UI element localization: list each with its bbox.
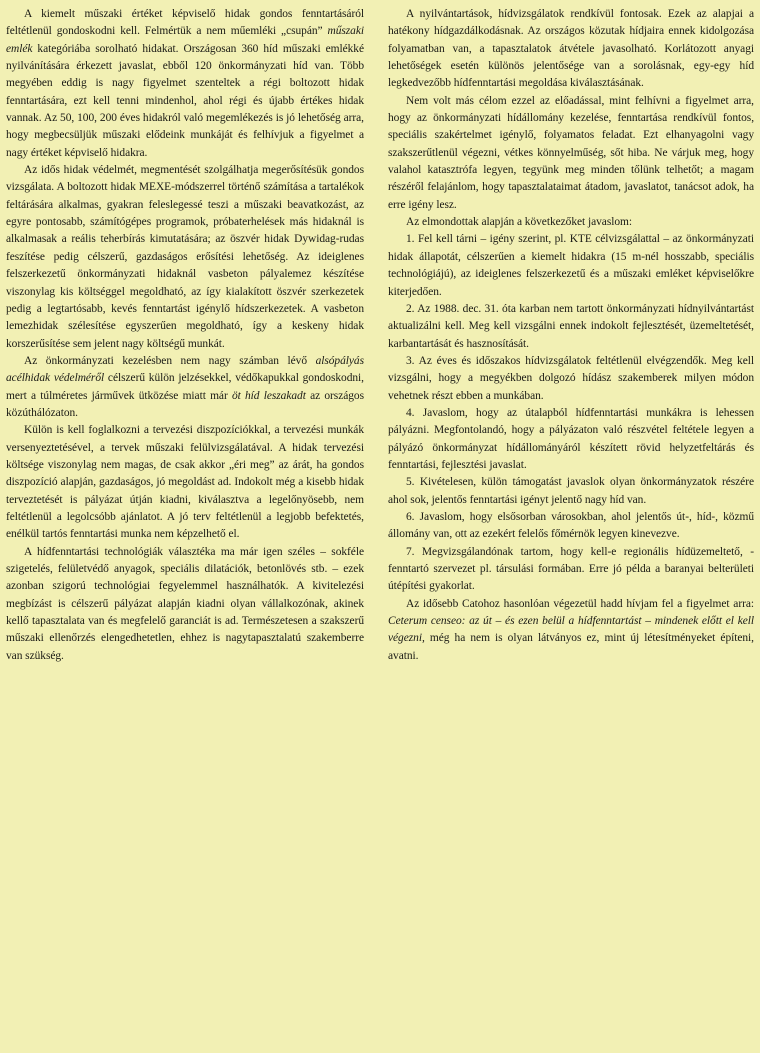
text-run: kategóriába sorolható hidakat. Országosan 360 híd műszaki emlékké nyilvánítására érkezett javaslat, ebből 120 önkormányzati híd van. Több megyében eddig is nagy figyelmet szenteltek a régi boltozott hidak fenntartására, ezt kell tenni mindenhol, ahol régi és újabb értékes hidak vannak. Az 50, 100, 200 éves hidakról való megemlékezés is jó lehetőség arra, hogy megbecsüljük műszaki elődeink munkáját és felhívjuk a figyelmet a nagy értéket képviselő hidakra. xyxy=(6,42,364,159)
paragraph: Az elmondottak alapján a következőket javaslom: xyxy=(406,216,633,229)
paragraph xyxy=(6,6,364,162)
paragraph: Külön is kell foglalkozni a tervezési diszpozíciókkal, a tervezési munkák versenyeztetésével, a tervek műszaki felülvizsgálatával. A hidak tervezési költsége viszonylag nem magas, de csak akkor „éri meg” az árát, ha gondos diszpozíció alapján, gazdaságos, jó megoldást ad. Indokolt még a kisebb hidak terveztetését is pályázat útján kiadni, kiválasztva a legelőnyösebb, nem feltétlenül a legolcsóbb ajánlatot. A jó terv feltétlenül a legjobb befektetés, enélkül tartós fenntartási munka nem képzelhető el. xyxy=(6,424,364,541)
paragraph: A nyilvántartások, hídvizsgálatok rendkívül fontosak. Ezek az alapjai a hatékony hídgazdálkodásnak. Az országos közutak hídjaira ennek kidolgozása folyamatban van, a tapasztalatok átvétele javasolható. Korlátozott anyagi lehetőségek esetén különös jelentősége van a sorolásnak, egy-egy híd legkedvezőbb hídfenntartási megoldása kiválasztásának. xyxy=(388,8,754,90)
left-column xyxy=(6,6,364,665)
paragraph: A hídfenntartási technológiák választéka ma már igen széles – sokféle szigetelés, felületvédő anyagok, speciális dilatációk, betonlövés stb. – ezek azonban szigorú technológiai fegyelemmel használhatók. A kivitelezési megbízást is célszerű pályázat alapján kiadni olyan vállalkozónak, akinek kellő tapasztalata van és megfelelő garanciát is ad. Természetesen a szakszerű műszaki ellenőrzés elengedhetetlen, ehhez is nagytapasztalatú szakemberre van szükség. xyxy=(6,545,364,662)
proposal-item: 4. Javaslom, hogy az útalapból hídfenntartási munkákra is lehessen pályázni. Megfontolandó, hogy a pályázaton való részvétel feltétele legyen a pályázó önkormányzat hídállományáról készített rövid helyzetfeltárás és fenntartási, fejlesztési javaslat. xyxy=(388,406,754,471)
right-column xyxy=(388,6,754,665)
proposal-item: 2. Az 1988. dec. 31. óta karban nem tartott önkormányzati hídnyilvántartást aktualizálni kell. Meg kell vizsgálni ennek indokolt fejlesztését, üzemeltetését, karbantartását és hasznosítását. xyxy=(388,302,754,350)
proposal-item: 6. Javaslom, hogy elsősorban városokban, ahol jelentős út-, híd-, közmű állomány van, ott az ezekért felelős főmérnök legyen kinevezve. xyxy=(388,510,754,541)
paragraph: Nem volt más célom ezzel az előadással, mint felhívni a figyelmet arra, hogy az önkormányzati hídállomány kezelése, fenntartása rendkívül fontos, speciális szakértelmet igénylő, folyamatos feladat. Ezt elhanyagolni vagy szakszerűtlenül végezni, vétkes könnyelműség, sőt hiba. Ne várjuk meg, hogy valahol katasztrófa legyen, tegyünk meg minden tőlünk telhetőt; a magam részéről felajánlom, hogy tapasztalataimat átadom, javaslatot, tanácsot adok, ha erre igény lesz. xyxy=(388,94,754,211)
proposal-item: 3. Az éves és időszakos hídvizsgálatok feltétlenül elvégzendők. Meg kell vizsgálni, hogy a megyékben dolgozó hídász szakemberek milyen módon vehetnek részt ebben a munkában. xyxy=(388,354,754,402)
text-run: még ha nem is olyan látványos ez, mint új létesítményeket építeni, avatni. xyxy=(388,632,754,662)
paragraph: Az idős hidak védelmét, megmentését szolgálhatja megerősítésük gondos vizsgálata. A boltozott hidak MEXE-módszerrel történő számítása a tartalékok feltárására alkalmas, gyakran feleslegessé teszi a műszaki beavatkozást, az egyre pontosabb, számítógépes programok, próbaterhelések más hidaknál is alkalmasak a reális teherbírás kimutatására; az öszvér hidak Dywidag-rudas feszítése pedig célszerű, gazdaságos erősítési lehetőség. Az ideiglenes felszerkezetű önkormányzati hidaknál vasbeton pályalemez készítése viszonylag kis költséggel megoldható, az így kialakított öszvér szerkezetek pedig a legtartósabb, kevés fenntartást igénylő hídszerkezetek. A vasbeton lemezhidak szélesítése egyszerűen megoldható, így a keskeny hidak korszerűsítése sem jelent nagy költségű munkát. xyxy=(6,164,364,350)
proposal-item: 5. Kivételesen, külön támogatást javaslok olyan önkormányzatok részére ahol sok, jelentős fenntartási igényt jelentő nagy híd van. xyxy=(388,476,754,506)
paragraph xyxy=(6,353,364,422)
paragraph xyxy=(388,596,754,665)
emphasis-text: Ceterum censeo: az út – és ezen belül a hídfenntartást – mindenek előtt el kell végezni, xyxy=(388,615,754,645)
proposal-item: 1. Fel kell tárni – igény szerint, pl. KTE célvizsgálattal – az önkormányzati hidak állapotát, célszerűen a kiemelt hidakra (15 m-nél hosszabb, speciális technológiájú), az ideiglenes felszerkezetű és a műszaki emléket képviselőkre kiterjedően. xyxy=(388,233,754,298)
proposal-item: 7. Megvizsgálandónak tartom, hogy kell-e regionális hídüzemeltető, -fenntartó szervezet pl. társulási formában. Erre jó példa a baranyai belterületi útépítési gyakorlat. xyxy=(388,545,754,593)
text-run: A kiemelt műszaki értéket képviselő hidak gondos fenntartásáról feltétlenül gondoskodni kell. Felmértük a nem műemléki „csupán” xyxy=(6,8,364,38)
emphasis-text: műszaki emlék xyxy=(6,25,364,55)
emphasis-text: alsópályás acélhidak védelméről xyxy=(6,354,364,385)
text-run: Az önkormányzati kezelésben nem nagy számban lévő xyxy=(24,354,316,367)
text-run: célszerű külön jelzésekkel, védőkapukkal gondoskodni, mert a túlméretes járművek ütközése miatt már xyxy=(6,372,364,402)
text-run: Az idősebb Catohoz hasonlóan végezetül hadd hívjam fel a figyelmet arra: xyxy=(406,597,754,610)
text-run: az országos közúthálózaton. xyxy=(6,389,364,419)
emphasis-text: öt híd leszakadt xyxy=(231,389,306,402)
